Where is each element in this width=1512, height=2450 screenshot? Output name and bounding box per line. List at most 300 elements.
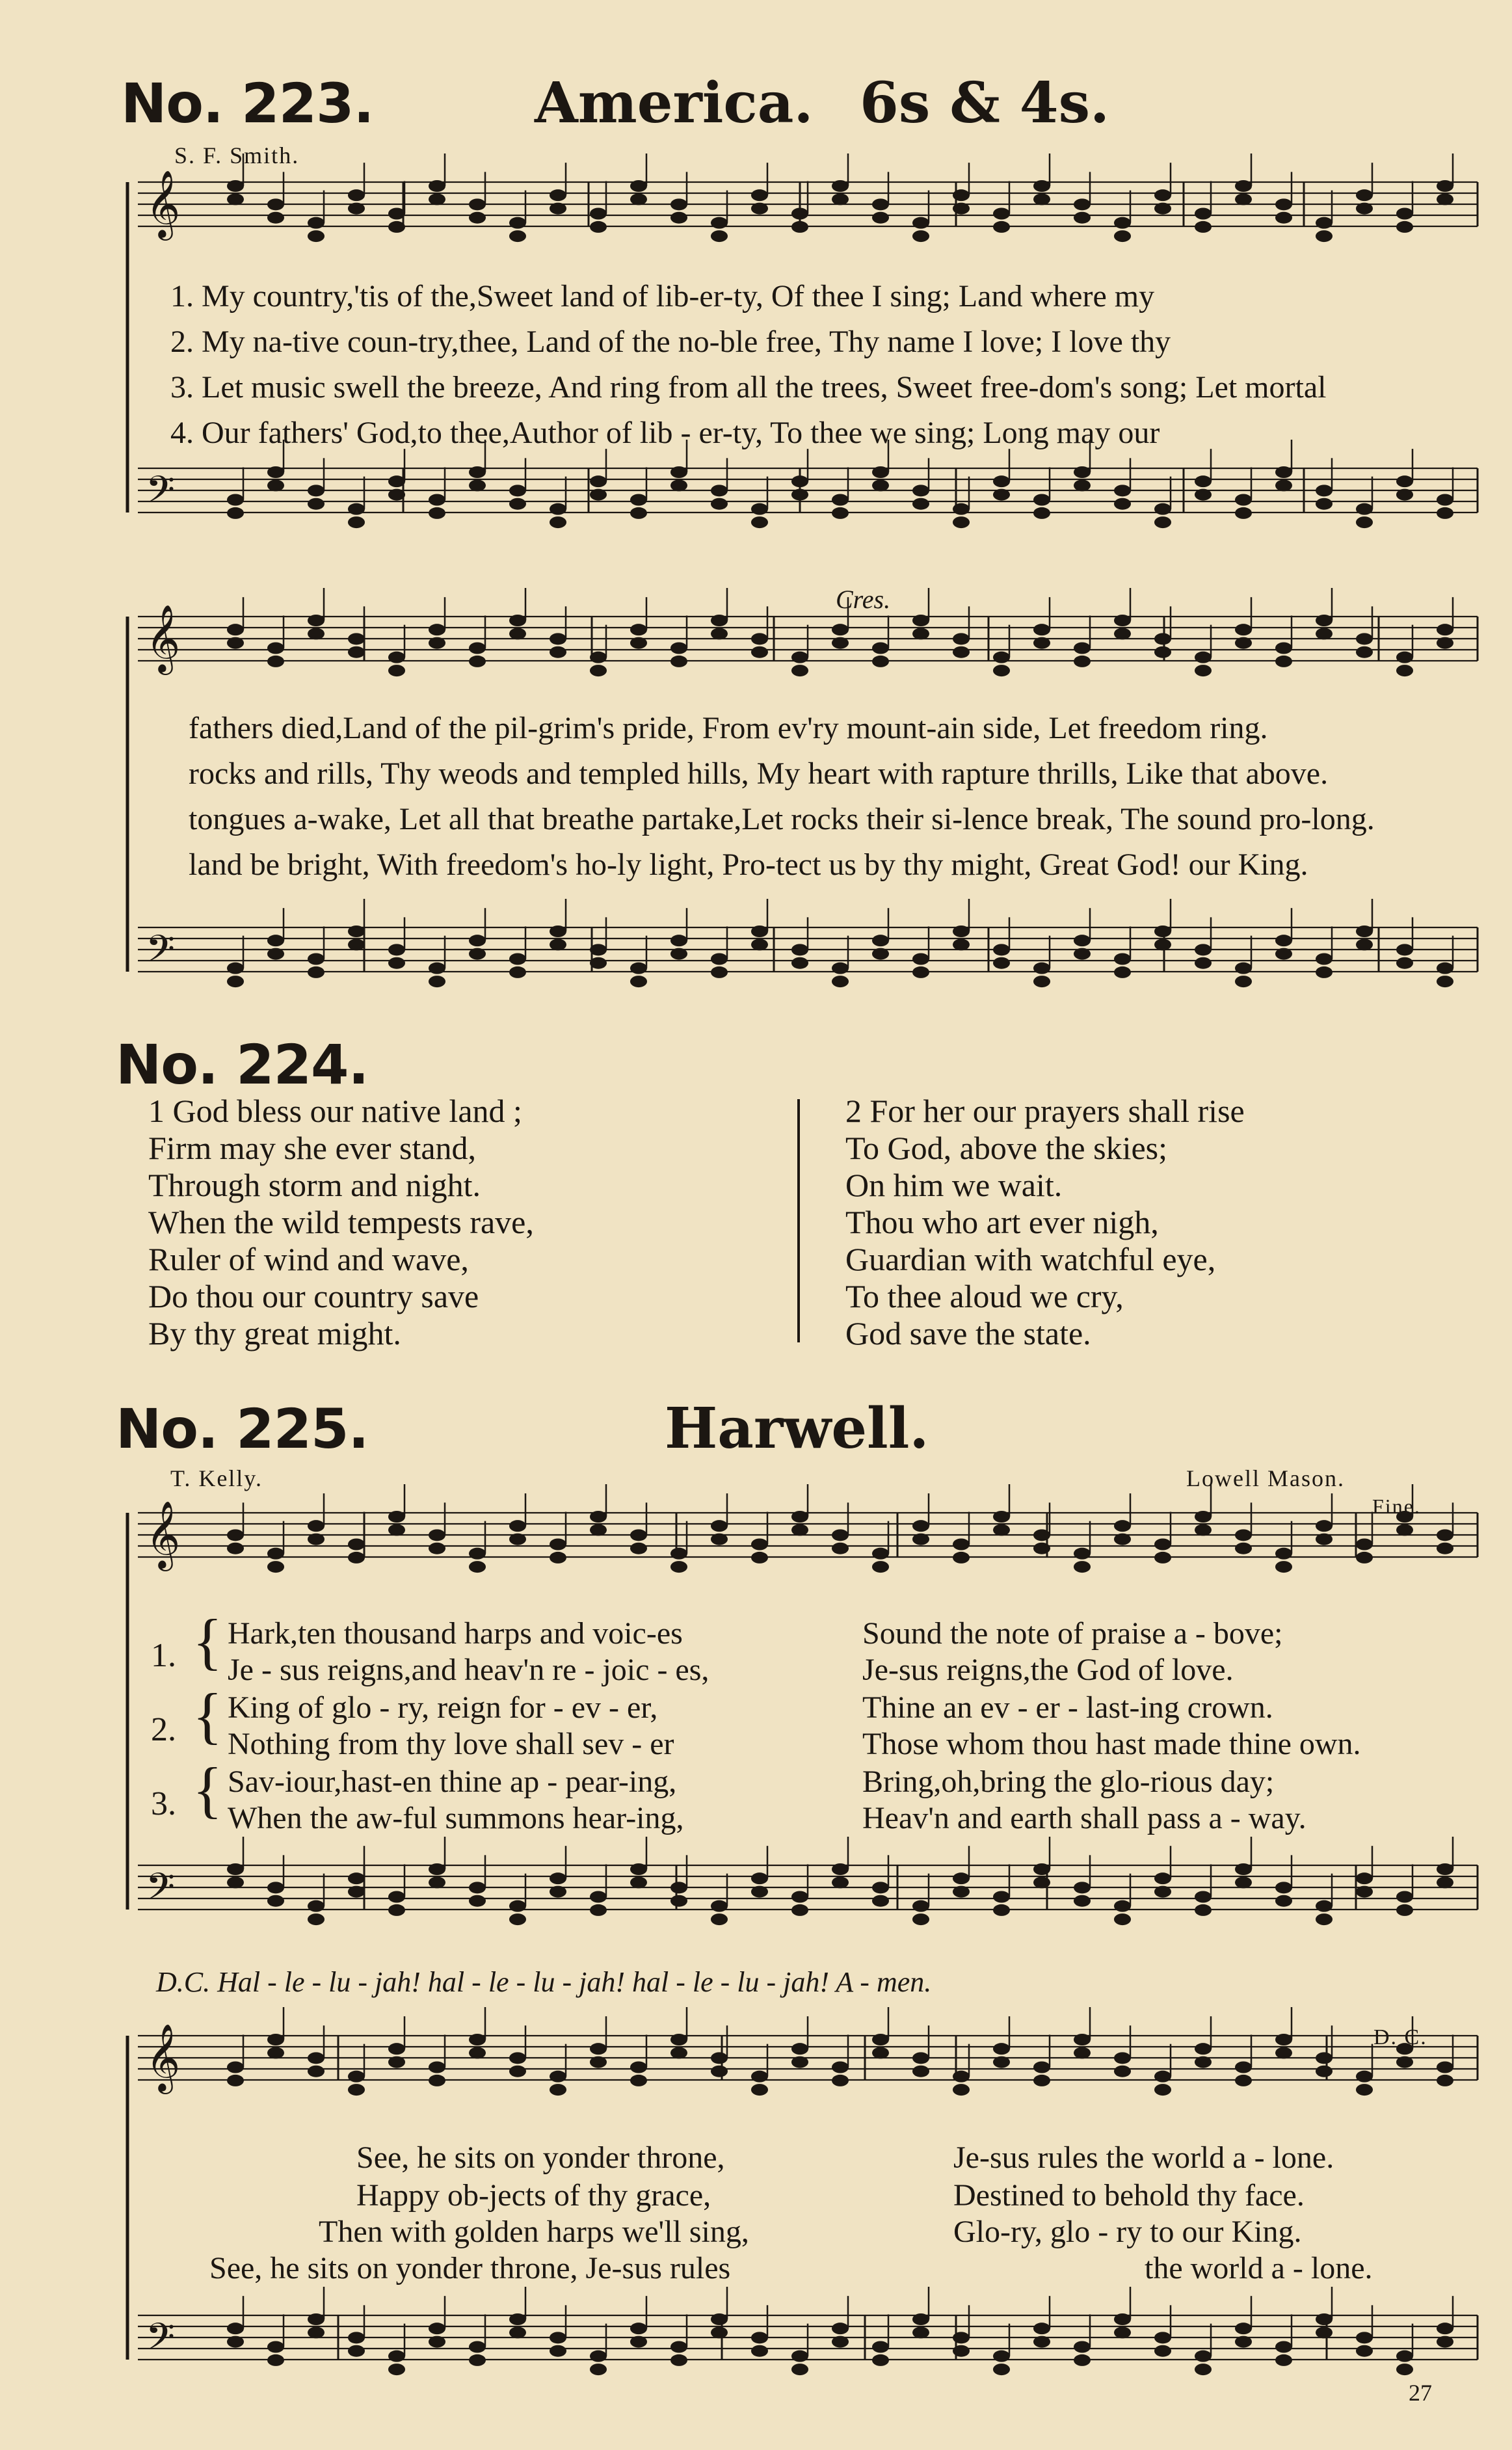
notehead [751, 203, 768, 215]
notehead [590, 1891, 607, 1903]
notehead [953, 1552, 970, 1564]
notehead [429, 1876, 445, 1888]
notehead [1195, 2350, 1212, 2362]
notehead [711, 230, 728, 242]
notehead [953, 203, 970, 215]
notehead [1316, 966, 1333, 978]
notehead [711, 2313, 728, 2325]
notehead [791, 652, 808, 663]
notehead [1316, 217, 1333, 229]
notehead [509, 1520, 526, 1532]
notehead [1033, 1529, 1050, 1541]
notehead [832, 1529, 849, 1541]
notehead [550, 2084, 566, 2096]
bass-clef: 𝄢 [146, 468, 176, 521]
refrain-right-1: Je-sus rules the world a - lone. [953, 2140, 1334, 2175]
notehead [1033, 2075, 1050, 2086]
notehead [630, 2075, 647, 2086]
notehead [388, 2057, 405, 2068]
notehead [308, 217, 325, 229]
notehead [1033, 637, 1050, 649]
verse-line: To thee aloud we cry, [845, 1278, 1124, 1314]
page-number: 27 [1409, 2380, 1432, 2406]
verse-line: Firm may she ever stand, [148, 1130, 477, 1166]
notehead [1275, 466, 1292, 478]
notehead [388, 652, 405, 663]
notehead [308, 1913, 325, 1925]
notehead [711, 485, 728, 496]
notehead [1396, 475, 1413, 487]
notehead [1316, 230, 1333, 242]
notehead [751, 516, 768, 528]
notehead [1316, 1913, 1333, 1925]
notehead [429, 963, 445, 974]
notehead [912, 217, 929, 229]
notehead [1114, 217, 1131, 229]
verse-num-3: 3. [151, 1785, 176, 1822]
notehead [1074, 198, 1091, 210]
refrain-right-4: the world a - lone. [1145, 2251, 1373, 2285]
notehead [1235, 2062, 1252, 2073]
notehead [912, 1520, 929, 1532]
verse-line: Guardian with watchful eye, [845, 1241, 1216, 1277]
notehead [308, 498, 325, 510]
notehead [751, 1552, 768, 1564]
notehead [1235, 1863, 1252, 1875]
notehead [1275, 2354, 1292, 2366]
notehead [550, 1886, 566, 1898]
notehead [1074, 466, 1091, 478]
notehead [1437, 1863, 1453, 1875]
notehead [1154, 633, 1171, 645]
notehead [1154, 2084, 1171, 2096]
notehead [388, 944, 405, 955]
notehead [953, 1886, 970, 1898]
notehead [1195, 665, 1212, 676]
notehead [1195, 221, 1212, 233]
notehead [993, 1891, 1010, 1903]
notehead [953, 2071, 970, 2083]
notehead [630, 1543, 647, 1554]
notehead [670, 1882, 687, 1893]
notehead [550, 503, 566, 515]
notehead [791, 2043, 808, 2055]
notehead [429, 193, 445, 205]
notehead [1437, 193, 1453, 205]
notehead [1033, 1876, 1050, 1888]
notehead [550, 203, 566, 215]
notehead [1275, 198, 1292, 210]
notehead [1235, 180, 1252, 192]
notehead [832, 507, 849, 519]
notehead [670, 1548, 687, 1560]
notehead [1437, 2062, 1453, 2073]
hymn-224-number: No. 224. [116, 1033, 369, 1097]
notehead [227, 2062, 244, 2073]
notehead [388, 2363, 405, 2375]
notehead [388, 489, 405, 501]
notehead [791, 2057, 808, 2068]
brace: { [192, 1606, 223, 1676]
notehead [348, 189, 365, 201]
notehead [1396, 1904, 1413, 1916]
notehead [1396, 1524, 1413, 1536]
notehead [993, 2350, 1010, 2362]
notehead [1356, 2084, 1373, 2096]
notehead [1235, 2336, 1252, 2348]
bass-clef: 𝄢 [146, 927, 176, 980]
notehead [1316, 1520, 1333, 1532]
notehead [993, 665, 1010, 676]
notehead [348, 1872, 365, 1884]
notehead [630, 180, 647, 192]
notehead [1275, 1548, 1292, 1560]
notehead [348, 2071, 365, 2083]
notehead [1074, 656, 1091, 667]
notehead [469, 2354, 486, 2366]
notehead [267, 1882, 284, 1893]
notehead [1114, 966, 1131, 978]
notehead [953, 939, 970, 950]
treble-clef: 𝄞 [146, 604, 181, 672]
notehead [791, 957, 808, 969]
verse-line: Ruler of wind and wave, [148, 1241, 469, 1277]
notehead [1437, 507, 1453, 519]
h223-line1-v3: 3. Let music swell the breeze, And ring from all the trees, Sweet free-dom's song; Let mortal [170, 370, 1327, 405]
notehead [751, 1886, 768, 1898]
notehead [429, 2062, 445, 2073]
h223-line2-v2: rocks and rills, Thy weods and templed hills, My heart with rapture thrills, Like that above. [189, 756, 1329, 791]
notehead [227, 976, 244, 987]
notehead [912, 966, 929, 978]
notehead [1195, 957, 1212, 969]
notehead [1275, 2341, 1292, 2353]
notehead [429, 507, 445, 519]
notehead [509, 230, 526, 242]
h225-right-4: Those whom thou hast made thine own. [862, 1727, 1361, 1761]
notehead [469, 643, 486, 654]
notehead [227, 1543, 244, 1554]
notehead [872, 1895, 889, 1907]
notehead [590, 2350, 607, 2362]
notehead [590, 944, 607, 955]
notehead [227, 2075, 244, 2086]
notehead [590, 1524, 607, 1536]
notehead [1033, 507, 1050, 519]
notehead [1356, 1539, 1373, 1551]
notehead [550, 2332, 566, 2343]
notehead [1316, 485, 1333, 496]
notehead [1437, 2323, 1453, 2334]
notehead [670, 466, 687, 478]
notehead [832, 2323, 849, 2334]
notehead [1235, 624, 1252, 635]
notehead [1195, 1904, 1212, 1916]
hymn-225-composer: Lowell Mason. [1186, 1465, 1345, 1491]
notehead [308, 2313, 325, 2325]
notehead [953, 1539, 970, 1551]
notehead [388, 1511, 405, 1523]
notehead [670, 2047, 687, 2058]
refrain-left-2: Happy ob-jects of thy grace, [356, 2178, 711, 2213]
notehead [872, 643, 889, 654]
notehead [388, 208, 405, 220]
h224-verse-1 [148, 1093, 534, 1352]
notehead [1235, 1529, 1252, 1541]
notehead [630, 2323, 647, 2334]
notehead [751, 2345, 768, 2357]
notehead [832, 2062, 849, 2073]
notehead [1356, 203, 1373, 215]
notehead [308, 485, 325, 496]
notehead [308, 953, 325, 965]
hymn-223-number: No. 223. [121, 72, 374, 135]
notehead [227, 963, 244, 974]
notehead [509, 2326, 526, 2338]
notehead [993, 2043, 1010, 2055]
notehead [711, 953, 728, 965]
notehead [1356, 925, 1373, 937]
notehead [912, 485, 929, 496]
notehead [1396, 208, 1413, 220]
notehead [630, 637, 647, 649]
notehead [1275, 212, 1292, 224]
notehead [1396, 2350, 1413, 2362]
notehead [550, 633, 566, 645]
verse-line: 1 God bless our native land ; [148, 1093, 522, 1129]
notehead [1437, 1529, 1453, 1541]
notehead [1356, 189, 1373, 201]
notehead [832, 976, 849, 987]
notehead [469, 2047, 486, 2058]
notehead [469, 2341, 486, 2353]
notehead [509, 2052, 526, 2064]
notehead [550, 925, 566, 937]
notehead [227, 637, 244, 649]
notehead [1154, 503, 1171, 515]
bass-clef: 𝄢 [146, 2315, 176, 2368]
notehead [1033, 180, 1050, 192]
notehead [227, 1876, 244, 1888]
notehead [630, 963, 647, 974]
notehead [832, 1863, 849, 1875]
notehead [1275, 479, 1292, 491]
notehead [630, 1529, 647, 1541]
notehead [832, 2075, 849, 2086]
notehead [993, 1904, 1010, 1916]
notehead [388, 2043, 405, 2055]
h225-left-5: Sav-iour,hast-en thine ap - pear-ing, [228, 1764, 677, 1799]
notehead [469, 1561, 486, 1573]
notehead [1114, 498, 1131, 510]
notehead [1154, 1886, 1171, 1898]
notehead [1074, 2354, 1091, 2366]
notehead [469, 935, 486, 946]
notehead [1316, 615, 1333, 626]
notehead [751, 2332, 768, 2343]
notehead [1195, 1891, 1212, 1903]
notehead [469, 466, 486, 478]
notehead [1033, 963, 1050, 974]
notehead [348, 203, 365, 215]
notehead [711, 2326, 728, 2338]
notehead [550, 1552, 566, 1564]
notehead [348, 2332, 365, 2343]
notehead [953, 503, 970, 515]
notehead [227, 193, 244, 205]
notehead [751, 189, 768, 201]
notehead [267, 2354, 284, 2366]
column-divider [797, 1099, 800, 1342]
notehead [509, 1900, 526, 1912]
notehead [953, 2084, 970, 2096]
notehead [550, 516, 566, 528]
notehead [1114, 230, 1131, 242]
verse-line: By thy great might. [148, 1315, 401, 1351]
notehead [1195, 2043, 1212, 2055]
h225-right-1: Sound the note of praise a - bove; [862, 1616, 1283, 1651]
notehead [872, 2034, 889, 2045]
notehead [1154, 516, 1171, 528]
refrain-left-3: Then with golden harps we'll sing, [319, 2215, 749, 2249]
verse-line: To God, above the skies; [845, 1130, 1168, 1166]
notehead [509, 1534, 526, 1545]
notehead [469, 1895, 486, 1907]
notehead [711, 2066, 728, 2077]
notehead [590, 475, 607, 487]
treble-clef: 𝄞 [146, 1500, 181, 1569]
notehead [1437, 976, 1453, 987]
notehead [711, 498, 728, 510]
notehead [993, 221, 1010, 233]
notehead [1235, 1876, 1252, 1888]
notehead [912, 615, 929, 626]
notehead [670, 2341, 687, 2353]
notehead [912, 1534, 929, 1545]
notehead [872, 479, 889, 491]
notehead [953, 646, 970, 658]
notehead [1033, 193, 1050, 205]
notehead [267, 2341, 284, 2353]
notehead [872, 1548, 889, 1560]
notehead [791, 489, 808, 501]
notehead [1356, 1886, 1373, 1898]
notehead [429, 1529, 445, 1541]
notehead [1275, 1882, 1292, 1893]
treble-clef: 𝄞 [146, 2023, 181, 2092]
notehead [227, 624, 244, 635]
notehead [872, 2354, 889, 2366]
notehead [1154, 189, 1171, 201]
verse-line: When the wild tempests rave, [148, 1204, 534, 1240]
notehead [953, 925, 970, 937]
notehead [1074, 1882, 1091, 1893]
verse-line: On him we wait. [845, 1167, 1063, 1203]
notehead [1114, 615, 1131, 626]
fine-mark: Fine. [1372, 1495, 1421, 1518]
notehead [1396, 957, 1413, 969]
notehead [1074, 1895, 1091, 1907]
notehead [469, 212, 486, 224]
notehead [550, 2345, 566, 2357]
notehead [993, 2057, 1010, 2068]
h225-left-4: Nothing from thy love shall sev - er [228, 1727, 674, 1761]
notehead [1195, 2057, 1212, 2068]
notehead [590, 2043, 607, 2055]
notehead [1195, 1511, 1212, 1523]
notehead [1316, 2066, 1333, 2077]
notehead [348, 2084, 365, 2096]
notehead [751, 1539, 768, 1551]
notehead [227, 180, 244, 192]
notehead [509, 615, 526, 626]
verse-line: Thou who art ever nigh, [845, 1204, 1159, 1240]
notehead [1437, 1543, 1453, 1554]
notehead [670, 656, 687, 667]
notehead [1316, 2313, 1333, 2325]
h223-line2-v1: fathers died,Land of the pil-grim's pride, From ev'ry mount-ain side, Let freedom ring. [189, 711, 1268, 745]
notehead [1154, 939, 1171, 950]
notehead [308, 628, 325, 639]
notehead [348, 925, 365, 937]
notehead [711, 628, 728, 639]
notehead [267, 643, 284, 654]
notehead [348, 503, 365, 515]
verse-num-1: 1. [151, 1637, 176, 1674]
notehead [1356, 1872, 1373, 1884]
notehead [670, 935, 687, 946]
notehead [751, 2071, 768, 2083]
notehead [1033, 1863, 1050, 1875]
notehead [1396, 221, 1413, 233]
dc-hallelujah-line: D.C. Hal - le - lu - jah! hal - le - lu - jah! hal - le - lu - jah! A - men. [156, 1966, 932, 1998]
notehead [550, 189, 566, 201]
notehead [227, 507, 244, 519]
notehead [1356, 2071, 1373, 2083]
notehead [469, 948, 486, 960]
notehead [1074, 643, 1091, 654]
notehead [670, 479, 687, 491]
brace: { [192, 1681, 223, 1750]
notehead [630, 193, 647, 205]
h225-left-6: When the aw-ful summons hear-ing, [228, 1801, 684, 1835]
notehead [1154, 1552, 1171, 1564]
notehead [791, 475, 808, 487]
notehead [348, 646, 365, 658]
notehead [429, 976, 445, 987]
verse-line: Do thou our country save [148, 1278, 479, 1314]
notehead [348, 1552, 365, 1564]
h223-line1-v2: 2. My na-tive coun-try,thee, Land of the no-ble free, Thy name I love; I love thy [170, 325, 1171, 359]
notehead [550, 1872, 566, 1884]
h225-left-2: Je - sus reigns,and heav'n re - joic - es, [228, 1653, 710, 1687]
notehead [1074, 1561, 1091, 1573]
notehead [1396, 489, 1413, 501]
notehead [872, 212, 889, 224]
notehead [1437, 2336, 1453, 2348]
notehead [1275, 1561, 1292, 1573]
notehead [1114, 2066, 1131, 2077]
notehead [1316, 628, 1333, 639]
notehead [670, 212, 687, 224]
notehead [1437, 963, 1453, 974]
notehead [832, 494, 849, 506]
notehead [348, 2345, 365, 2357]
h223-line2-v3: tongues a-wake, Let all that breathe partake,Let rocks their si-lence break, The sound pro-long. [189, 802, 1375, 836]
notehead [1074, 212, 1091, 224]
refrain-right-3: Glo-ry, glo - ry to our King. [953, 2215, 1302, 2249]
notehead [1437, 494, 1453, 506]
